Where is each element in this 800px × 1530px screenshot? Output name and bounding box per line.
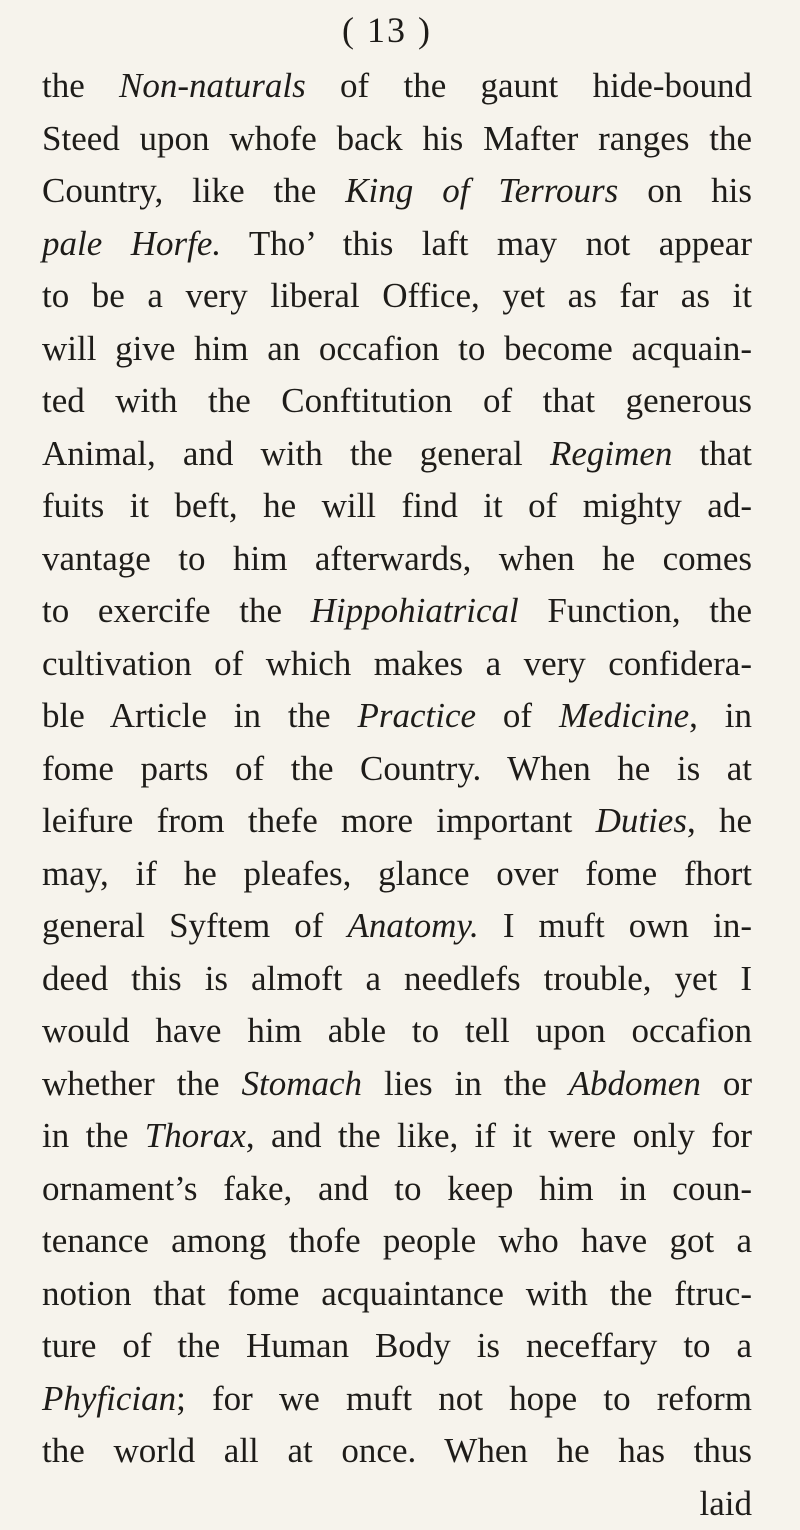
page-number: ( 13 ): [42, 6, 752, 54]
page-text: [42, 60, 752, 1530]
text-line: [42, 165, 752, 218]
italic-text: Hippohiatrical: [311, 591, 519, 630]
text-line: [42, 270, 752, 323]
text-segment: ble Article in the: [42, 696, 357, 735]
text-line: [42, 900, 752, 953]
italic-text: Practice: [357, 696, 476, 735]
text-segment: cultivation of which makes a very confidera-: [42, 644, 752, 683]
italic-text: pale Horfe.: [42, 224, 221, 263]
text-line: [42, 533, 752, 586]
text-segment: ; for we muft not hope to reform: [176, 1379, 752, 1418]
italic-text: Non-naturals: [119, 66, 306, 105]
text-segment: notion that fome acquaintance with the ftruc-: [42, 1274, 752, 1313]
text-line: [42, 585, 752, 638]
text-line: [42, 638, 752, 691]
text-line: [42, 1320, 752, 1373]
text-segment: lies in the: [362, 1064, 569, 1103]
text-segment: the world all at once. When he has thus: [42, 1431, 752, 1470]
text-segment: leifure from thefe more important: [42, 801, 596, 840]
italic-text: Phyfician: [42, 1379, 176, 1418]
italic-text: Anatomy.: [348, 906, 479, 945]
text-segment: Animal, and with the general: [42, 434, 550, 473]
italic-text: Abdomen: [569, 1064, 701, 1103]
italic-text: Thorax: [145, 1116, 246, 1155]
text-line: [42, 218, 752, 271]
italic-text: Stomach: [242, 1064, 363, 1103]
text-segment: that: [672, 434, 752, 473]
text-segment: may, if he pleafes, glance over fome fhort: [42, 854, 752, 893]
text-segment: of the gaunt hide-bound: [306, 66, 752, 105]
text-segment: , in: [689, 696, 752, 735]
text-segment: would have him able to tell upon occafion: [42, 1011, 752, 1050]
italic-text: Duties: [596, 801, 687, 840]
text-line: [42, 848, 752, 901]
text-line: [42, 375, 752, 428]
text-line: [42, 1373, 752, 1426]
text-segment: fuits it beft, he will find it of mighty ad-: [42, 486, 752, 525]
italic-text: Medicine: [559, 696, 689, 735]
text-segment: the: [42, 66, 119, 105]
text-segment: Country, like the: [42, 171, 345, 210]
text-line: [42, 60, 752, 113]
text-segment: fome parts of the Country. When he is at: [42, 749, 752, 788]
text-line: [42, 323, 752, 376]
text-line: [42, 1163, 752, 1216]
text-segment: on his: [618, 171, 752, 210]
text-line: [42, 1058, 752, 1111]
text-segment: general Syftem of: [42, 906, 348, 945]
text-line: [42, 690, 752, 743]
italic-text: Regimen: [550, 434, 672, 473]
text-segment: to be a very liberal Office, yet as far as it: [42, 276, 752, 315]
text-segment: , he: [687, 801, 752, 840]
text-segment: will give him an occafion to become acquain-: [42, 329, 752, 368]
text-segment: tenance among thofe people who have got a: [42, 1221, 752, 1260]
text-segment: or: [701, 1064, 752, 1103]
text-segment: to exercife the: [42, 591, 311, 630]
text-line: [42, 1425, 752, 1478]
text-segment: I muft own in-: [479, 906, 752, 945]
text-line: [42, 480, 752, 533]
text-segment: deed this is almoft a needlefs trouble, yet I: [42, 959, 752, 998]
text-segment: , and the like, if it were only for: [246, 1116, 752, 1155]
text-line: [42, 1005, 752, 1058]
text-line: [42, 1478, 752, 1530]
text-line: [42, 428, 752, 481]
text-segment: Function, the: [519, 591, 752, 630]
text-line: [42, 113, 752, 166]
italic-text: King of Terrours: [345, 171, 618, 210]
text-segment: of: [476, 696, 559, 735]
text-segment: in the: [42, 1116, 145, 1155]
text-line: [42, 953, 752, 1006]
text-line: [42, 1268, 752, 1321]
text-segment: vantage to him afterwards, when he comes: [42, 539, 752, 578]
text-segment: ted with the Conftitution of that generous: [42, 381, 752, 420]
text-line: [42, 795, 752, 848]
text-line: [42, 743, 752, 796]
text-segment: laid: [700, 1484, 752, 1523]
text-segment: ture of the Human Body is neceffary to a: [42, 1326, 752, 1365]
text-segment: whether the: [42, 1064, 242, 1103]
text-line: [42, 1215, 752, 1268]
text-segment: Steed upon whofe back his Mafter ranges the: [42, 119, 752, 158]
text-line: [42, 1110, 752, 1163]
text-segment: Tho’ this laft may not appear: [221, 224, 752, 263]
text-segment: ornament’s fake, and to keep him in coun-: [42, 1169, 752, 1208]
